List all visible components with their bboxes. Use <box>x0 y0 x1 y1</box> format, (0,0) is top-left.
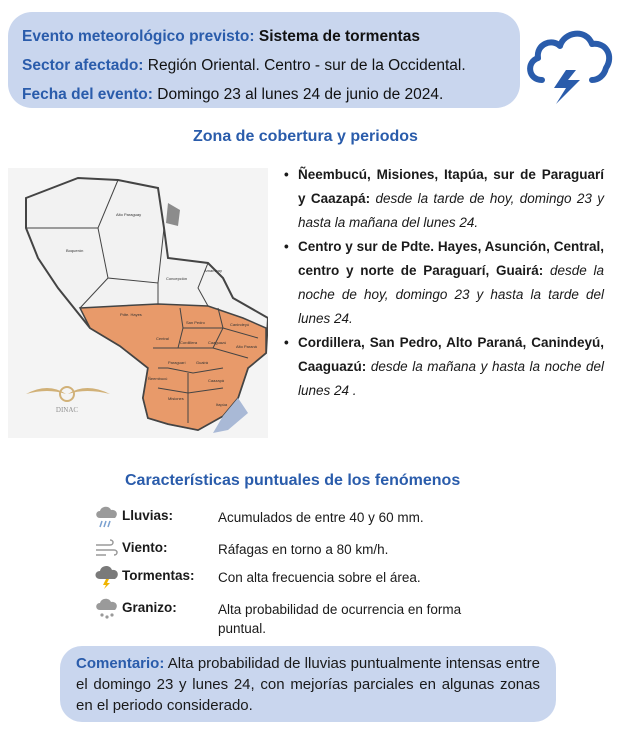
map-label: Caazapá <box>208 378 225 383</box>
hail-icon <box>92 594 122 624</box>
zone-period: desde la noche de hoy, domingo 23 y hasta la tarde del lunes 24. <box>298 263 604 326</box>
map-label: Paraguarí <box>168 360 186 365</box>
sector-label: Sector afectado: <box>22 57 144 74</box>
zone-period: desde la mañana y hasta la noche del lunes 24 . <box>298 359 604 398</box>
list-item <box>282 163 604 235</box>
storm-cloud-icon <box>92 562 122 592</box>
date-label: Fecha del evento: <box>22 86 153 103</box>
list-item <box>282 235 604 331</box>
thunderstorm-icon <box>520 22 616 104</box>
feature-desc: Ráfagas en torno a 80 km/h. <box>218 542 389 557</box>
map-label: San Pedro <box>186 320 205 325</box>
feature-row-wind <box>92 534 510 562</box>
zone-period: desde la tarde de hoy, domingo 23 y hasta la mañana del lunes 24. <box>298 191 604 230</box>
map-label: Pdte. Hayes <box>120 312 142 317</box>
event-summary-box <box>8 12 520 108</box>
features-table <box>92 502 510 642</box>
features-title: Características puntuales de los fenómenos <box>125 472 461 489</box>
date-line <box>22 80 506 109</box>
feature-desc: Acumulados de entre 40 y 60 mm. <box>218 510 424 525</box>
svg-text:DINAC: DINAC <box>55 406 79 414</box>
date-value: Domingo 23 al lunes 24 de junio de 2024. <box>157 86 444 103</box>
map-label: Alto Paraguay <box>116 212 142 217</box>
map-label: Itapúa <box>216 402 228 407</box>
map-label: Guairá <box>196 360 209 365</box>
map-label: Canindeyú <box>230 322 250 327</box>
coverage-title: Zona de cobertura y periodos <box>193 128 418 145</box>
coverage-map <box>8 168 268 438</box>
coverage-list <box>282 163 604 403</box>
map-label: Ñeembucú <box>148 376 168 381</box>
event-value: Sistema de tormentas <box>258 28 420 45</box>
map-label: Concepción <box>166 276 188 281</box>
comment-label: Comentario: <box>76 655 165 672</box>
sector-value: Región Oriental. Centro - sur de la Occidental. <box>147 57 466 74</box>
feature-name: Tormentas: <box>122 568 195 583</box>
feature-desc: Alta probabilidad de ocurrencia en forma puntual. <box>218 602 462 636</box>
comment-box <box>60 646 556 722</box>
rain-icon <box>92 502 122 532</box>
map-label: Central <box>156 336 169 341</box>
wind-icon <box>92 534 122 564</box>
map-label: Boquerón <box>66 248 84 253</box>
event-label: Evento meteorológico previsto: <box>22 28 255 45</box>
feature-name: Viento: <box>122 540 168 555</box>
comment-text: Alta probabilidad de lluvias puntualmente intensas entre el domingo 23 y lunes 24, con mejorías parciales en algunas zonas en el periodo considerado. <box>76 655 540 714</box>
map-label: Amambay <box>204 268 223 273</box>
feature-row-hail <box>92 594 510 642</box>
list-item <box>282 331 604 403</box>
feature-name: Lluvias: <box>122 508 174 523</box>
event-line <box>22 22 506 51</box>
feature-name: Granizo: <box>122 600 177 615</box>
map-label: Cordillera <box>180 340 198 345</box>
feature-desc: Con alta frecuencia sobre el área. <box>218 570 421 585</box>
map-label: Alto Paraná <box>236 344 257 349</box>
feature-row-storm <box>92 562 510 594</box>
zone-name: Ñeembucú, Misiones, Itapúa, sur de Paraguarí y Caazapá: <box>298 167 604 206</box>
sector-line <box>22 51 506 80</box>
map-label: Misiones <box>168 396 184 401</box>
feature-row-rain <box>92 502 510 534</box>
zone-name: Cordillera, San Pedro, Alto Paraná, Canindeyú, Caaguazú: <box>298 335 604 374</box>
zone-name: Centro y sur de Pdte. Hayes, Asunción, Central, centro y norte de Paraguarí, Guairá: <box>298 239 604 278</box>
map-label: Caaguazú <box>208 340 227 345</box>
